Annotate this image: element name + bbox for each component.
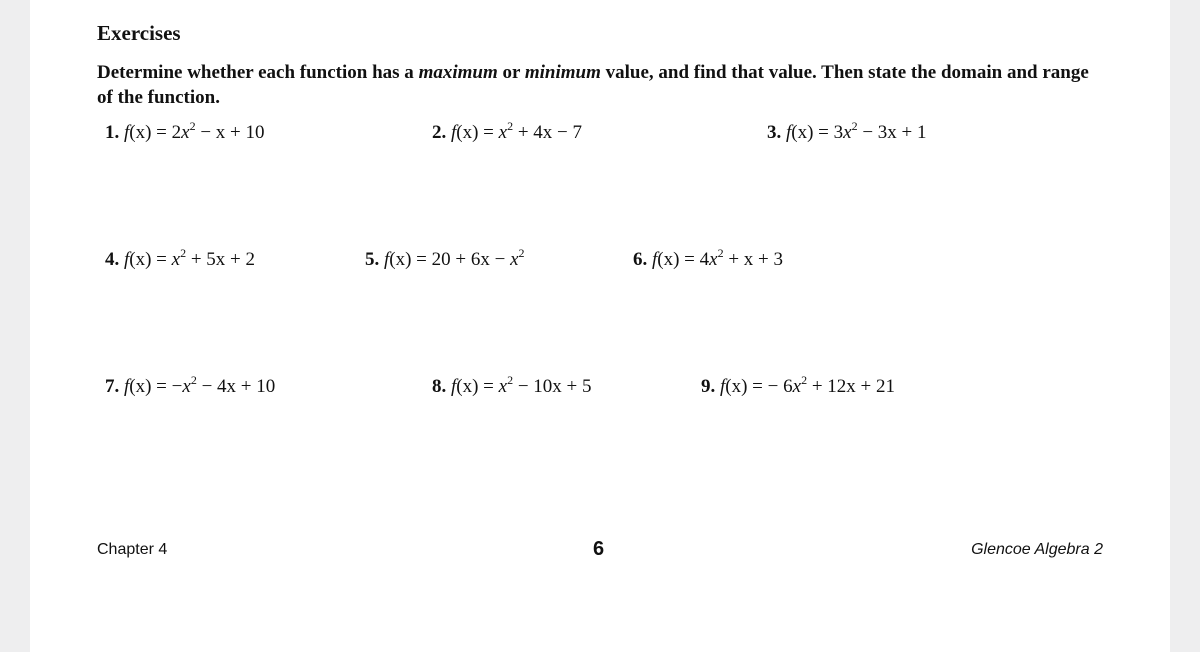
function-name: f — [124, 122, 130, 143]
function-name: f — [124, 376, 130, 397]
exponent: 2 — [507, 119, 514, 133]
exponent: 2 — [507, 373, 514, 387]
chapter-label: Chapter 4 — [97, 541, 168, 558]
problem-number: 6. — [633, 249, 648, 270]
variable: x — [792, 376, 802, 397]
expression-rest: + 12x + 21 — [807, 376, 895, 397]
expression-rest: + x + 3 — [723, 249, 784, 270]
problem-7 — [105, 373, 276, 398]
problem-9 — [701, 373, 895, 398]
function-name: f — [786, 122, 792, 143]
variable: x — [182, 376, 191, 397]
problem-number: 7. — [105, 376, 120, 397]
exponent: 2 — [717, 246, 724, 260]
variable: x — [171, 249, 181, 270]
problem-number: 2. — [432, 122, 447, 143]
problem-number: 9. — [701, 376, 716, 397]
expression-part: (x) = — [129, 249, 172, 270]
instructions-text-3: value, and find that value. Then state the domain and range of the function. — [97, 62, 1089, 108]
expression-rest: + 5x + 2 — [186, 249, 256, 270]
problem-number: 8. — [432, 376, 447, 397]
variable: x — [510, 249, 519, 270]
expression-rest: − x + 10 — [195, 122, 265, 143]
problem-number: 4. — [105, 249, 120, 270]
expression-rest: + 4x − 7 — [513, 122, 583, 143]
problem-number: 3. — [767, 122, 782, 143]
worksheet-page — [30, 0, 1170, 652]
expression-part: (x) = — [456, 122, 499, 143]
expression-rest: − 4x + 10 — [196, 376, 276, 397]
function-name: f — [451, 122, 457, 143]
instructions-text-2: or — [497, 62, 525, 83]
problem-3 — [767, 119, 927, 144]
expression-part: (x) = 4 — [657, 249, 710, 270]
variable: x — [498, 122, 508, 143]
expression-part: (x) = — [456, 376, 499, 397]
problem-1 — [105, 119, 265, 144]
function-name: f — [124, 249, 130, 270]
expression-part: (x) = 20 + 6x − — [389, 249, 511, 270]
publisher-label: Glencoe Algebra 2 — [971, 541, 1103, 558]
instructions-text-1: Determine whether each function has a — [97, 62, 419, 83]
expression-part: (x) = 2 — [129, 122, 182, 143]
expression-rest: − 3x + 1 — [857, 122, 927, 143]
exponent: 2 — [518, 246, 525, 260]
exponent: 2 — [189, 119, 196, 133]
problem-number: 1. — [105, 122, 120, 143]
function-name: f — [652, 249, 658, 270]
exponent: 2 — [851, 119, 858, 133]
exponent: 2 — [801, 373, 808, 387]
expression-rest: − 10x + 5 — [513, 376, 592, 397]
instructions — [97, 60, 1097, 110]
problem-6 — [633, 246, 784, 271]
problem-number: 5. — [365, 249, 380, 270]
variable: x — [843, 122, 852, 143]
expression-part: (x) = − — [129, 376, 183, 397]
page-number: 6 — [593, 538, 605, 560]
section-heading: Exercises — [97, 21, 181, 45]
expression-part: (x) = − 6 — [725, 376, 793, 397]
expression-part: (x) = 3 — [791, 122, 844, 143]
problem-8 — [432, 373, 592, 398]
function-name: f — [384, 249, 390, 270]
problem-4 — [105, 246, 256, 271]
function-name: f — [720, 376, 726, 397]
function-name: f — [451, 376, 457, 397]
instructions-emphasis-minimum: minimum — [524, 62, 601, 83]
instructions-emphasis-maximum: maximum — [418, 62, 498, 83]
problem-5 — [365, 246, 525, 271]
problem-2 — [432, 119, 583, 144]
exponent: 2 — [180, 246, 187, 260]
exponent: 2 — [190, 373, 197, 387]
variable: x — [709, 249, 718, 270]
variable: x — [181, 122, 190, 143]
variable: x — [498, 376, 508, 397]
